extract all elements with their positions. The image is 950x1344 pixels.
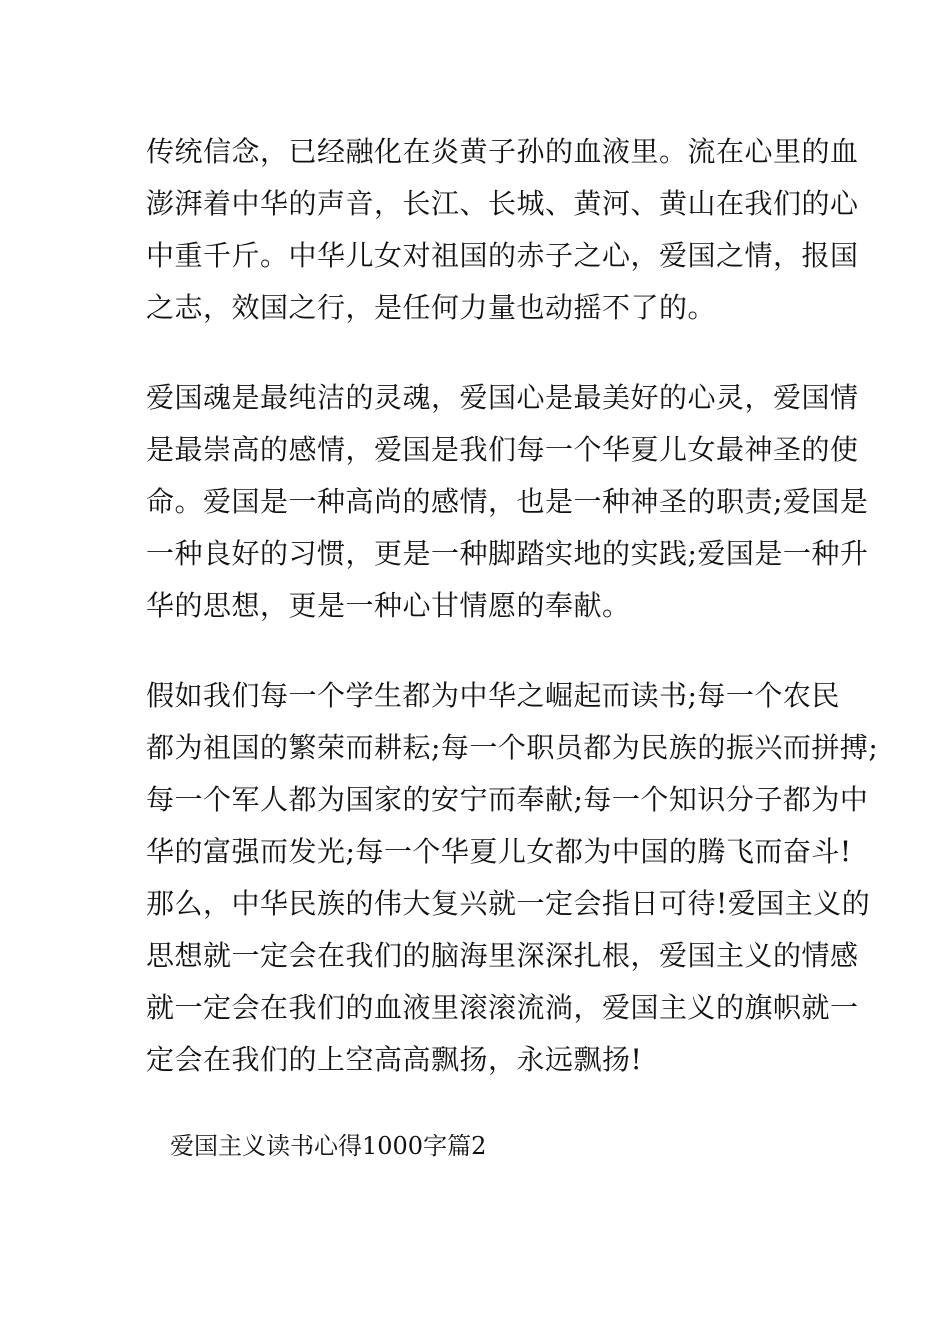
paragraph-3-line-4: 华的富强而发光;每一个华夏儿女都为中国的腾飞而奋斗! [146, 835, 852, 868]
paragraph-1-line-2: 澎湃着中华的声音，长江、长城、黄河、黄山在我们的心 [146, 187, 859, 220]
paragraph-3-line-2: 都为祖国的繁荣而耕耘;每一个职员都为民族的振兴而拼搏; [146, 731, 879, 764]
paragraph-1-line-4: 之志，效国之行，是任何力量也动摇不了的。 [146, 291, 717, 324]
paragraph-2-line-1: 爱国魂是最纯洁的灵魂，爱国心是最美好的心灵，爱国情 [146, 381, 859, 414]
paragraph-3-line-3: 每一个军人都为国家的安宁而奉献;每一个知识分子都为中 [146, 783, 869, 816]
paragraph-3-line-5: 那么，中华民族的伟大复兴就一定会指日可待!爱国主义的 [146, 887, 871, 920]
paragraph-3-line-6: 思想就一定会在我们的脑海里深深扎根，爱国主义的情感 [146, 939, 859, 972]
paragraph-2-line-4: 一种良好的习惯，更是一种脚踏实地的实践;爱国是一种升 [146, 537, 869, 570]
paragraph-3-line-8: 定会在我们的上空高高飘扬，永远飘扬! [146, 1043, 643, 1076]
paragraph-2-line-5: 华的思想，更是一种心甘情愿的奉献。 [146, 589, 631, 622]
paragraph-1-line-3: 中重千斤。中华儿女对祖国的赤子之心，爱国之情，报国 [146, 239, 859, 272]
section-heading: 爱国主义读书心得1000字篇2 [170, 1132, 487, 1160]
paragraph-3-line-1: 假如我们每一个学生都为中华之崛起而读书;每一个农民 [146, 679, 840, 712]
paragraph-3-line-7: 就一定会在我们的血液里滚滚流淌，爱国主义的旗帜就一 [146, 991, 859, 1024]
paragraph-1-line-1: 传统信念，已经融化在炎黄子孙的血液里。流在心里的血 [146, 135, 859, 168]
paragraph-2-line-3: 命。爱国是一种高尚的感情，也是一种神圣的职责;爱国是 [146, 485, 869, 518]
paragraph-2-line-2: 是最崇高的感情，爱国是我们每一个华夏儿女最神圣的使 [146, 433, 859, 466]
